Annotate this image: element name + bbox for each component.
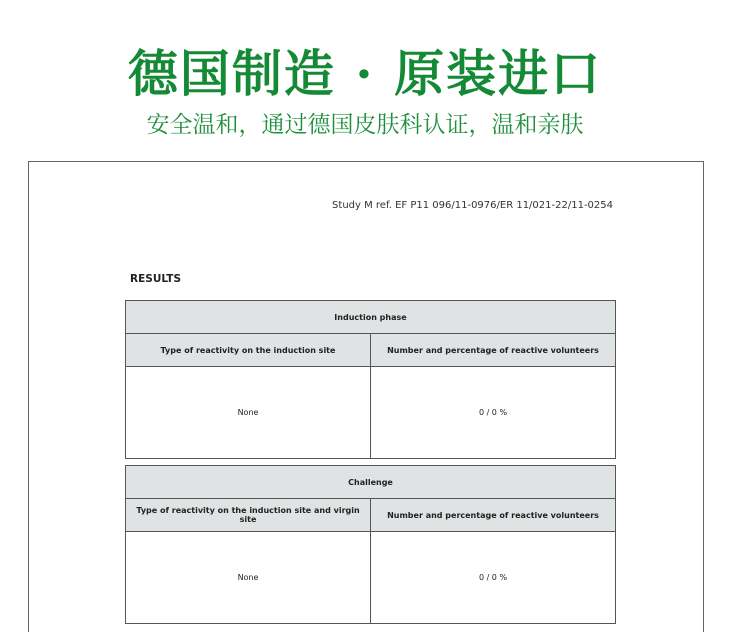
- document-page: [28, 161, 704, 632]
- induction-phase-table: [125, 300, 616, 459]
- study-reference: Study M ref. EF P11 096/11-0976/ER 11/021-22/11-0254: [332, 200, 613, 211]
- column-header: Type of reactivity on the induction site: [126, 334, 371, 367]
- table-cell: None: [126, 532, 371, 624]
- table-cell: 0 / 0 %: [371, 532, 616, 624]
- column-header: Number and percentage of reactive volunteers: [371, 334, 616, 367]
- banner-title: 德国制造 · 原装进口: [127, 44, 603, 103]
- table-cell: None: [126, 367, 371, 459]
- table-title: Induction phase: [126, 301, 616, 334]
- table-cell: 0 / 0 %: [371, 367, 616, 459]
- banner-subtitle: 安全温和，通过德国皮肤科认证，温和亲肤: [146, 112, 584, 138]
- column-header: Number and percentage of reactive volunteers: [371, 499, 616, 532]
- column-header: Type of reactivity on the induction site and virgin site: [126, 499, 371, 532]
- table-title: Challenge: [126, 466, 616, 499]
- section-heading: RESULTS: [130, 273, 182, 285]
- challenge-table: [125, 465, 616, 624]
